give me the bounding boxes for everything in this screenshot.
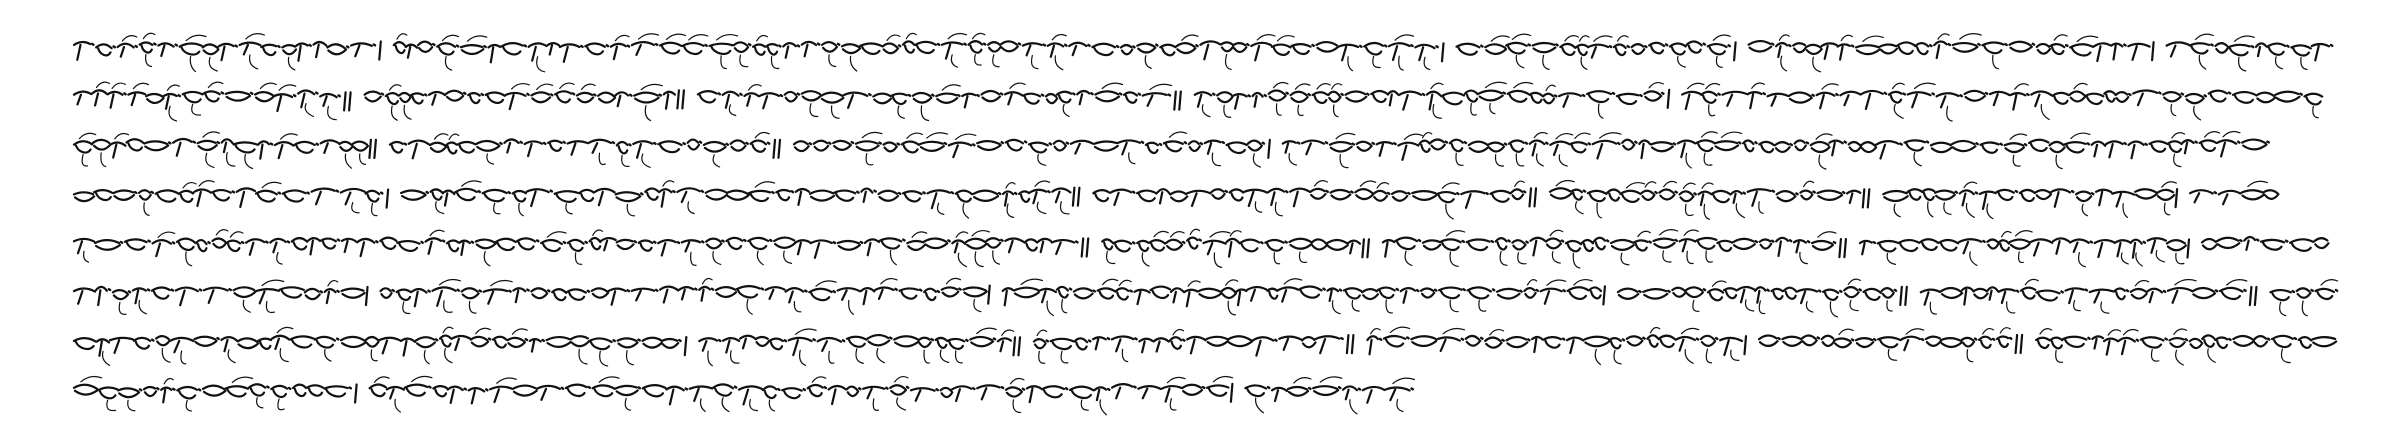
handwritten-script-line <box>70 81 2340 125</box>
script-strokes <box>74 188 2278 209</box>
manuscript-line-3 <box>70 130 2340 179</box>
handwritten-script-line <box>70 32 2340 76</box>
handwritten-script-line <box>70 326 2340 370</box>
handwritten-script-line <box>70 179 2340 223</box>
manuscript-line-7 <box>70 326 2340 375</box>
manuscript-line-4 <box>70 179 2340 228</box>
handwritten-script-line <box>70 375 2340 419</box>
script-strokes <box>74 286 2334 307</box>
script-strokes <box>74 139 2267 160</box>
manuscript-line-1 <box>70 32 2340 81</box>
script-strokes <box>74 41 2329 62</box>
script-diacritics <box>122 33 2307 72</box>
syllable-dots <box>124 93 2301 97</box>
manuscript-line-6 <box>70 277 2340 326</box>
script-diacritics <box>84 229 2184 268</box>
handwritten-script-line <box>70 130 2340 174</box>
script-strokes <box>74 384 1410 405</box>
manuscript-line-2 <box>70 81 2340 130</box>
script-diacritics <box>97 82 2319 121</box>
handwritten-script-line <box>70 228 2340 272</box>
manuscript-line-5 <box>70 228 2340 277</box>
manuscript-page <box>70 32 2340 432</box>
manuscript-line-8 <box>70 375 2340 424</box>
script-strokes <box>74 335 2336 356</box>
syllable-dots <box>92 44 2332 48</box>
handwritten-script-line <box>70 277 2340 321</box>
